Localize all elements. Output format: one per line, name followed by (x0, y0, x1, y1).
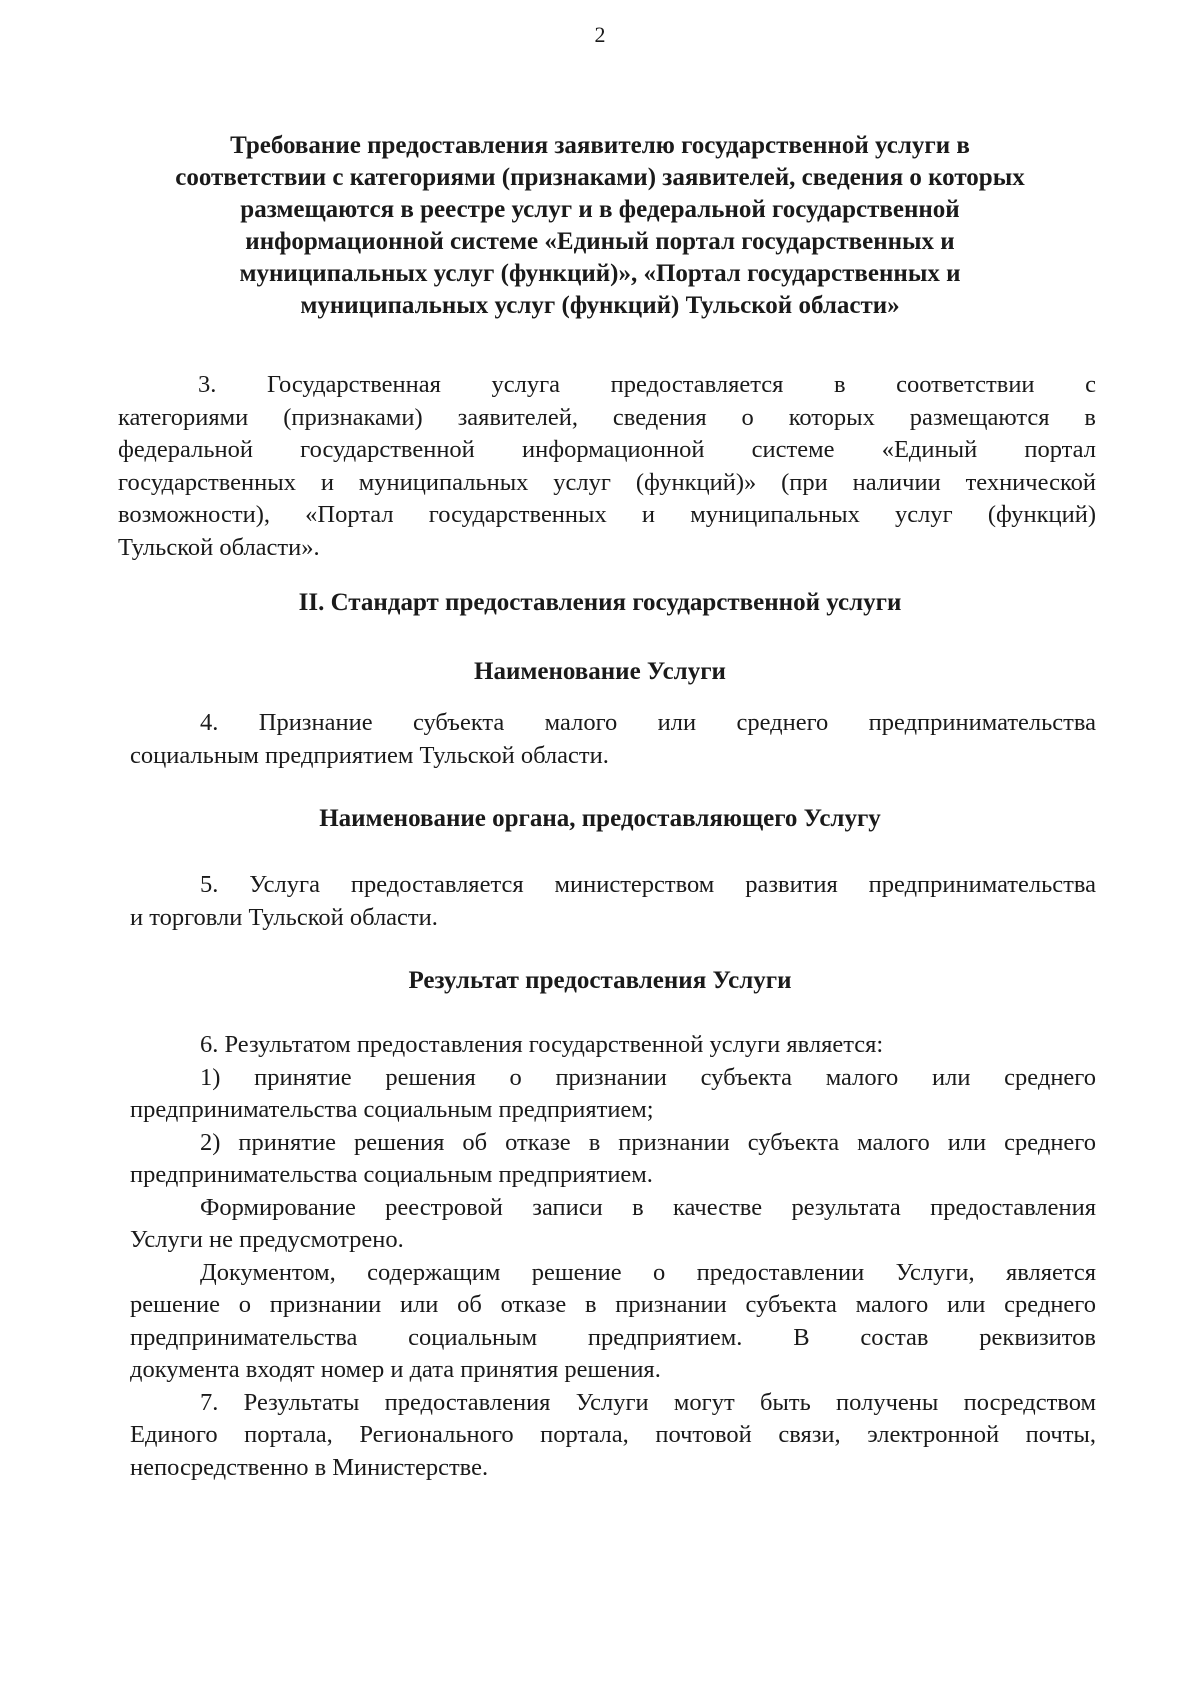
heading-line: Наименование органа, предоставляющего Услугу (319, 805, 881, 832)
text-line: 6. Результатом предоставления государственной услуги является: (200, 1031, 884, 1058)
text-line: предпринимательства социальным предприятием; (130, 1096, 654, 1123)
paragraph-3 (118, 369, 1096, 564)
text-line: 5. Услуга предоставляется министерством развития предпринимательства (200, 871, 1096, 898)
heading-line: Требование предоставления заявителю государственной услуги в (230, 132, 970, 159)
heading-line: информационной системе «Единый портал государственных и (245, 228, 955, 255)
heading-line: Результат предоставления Услуги (408, 967, 792, 994)
heading-line: II. Стандарт предоставления государственной услуги (298, 589, 902, 616)
text-line: документа входят номер и дата принятия решения. (130, 1356, 661, 1383)
text-line: Документом, содержащим решение о предоставлении Услуги, является (200, 1258, 1096, 1286)
text-line: предпринимательства социальным предприятием. (130, 1161, 653, 1188)
text-line: непосредственно в Министерстве. (130, 1453, 489, 1481)
text-line: возможности), «Портал государственных и муниципальных услуг (функций) (118, 501, 1096, 528)
paragraph-5 (130, 869, 1096, 934)
text-line: социальным предприятием Тульской области. (130, 741, 609, 769)
heading-line: размещаются в реестре услуг и в федеральной государственной (240, 196, 960, 223)
heading-service-result (110, 965, 1090, 997)
heading-standard (110, 587, 1090, 619)
text-line: 2) принятие решения об отказе в признании субъекта малого или среднего (200, 1128, 1096, 1156)
page-number: 2 (594, 22, 606, 47)
text-line: Формирование реестровой записи в качестве результата предоставления (200, 1193, 1096, 1221)
paragraph-6-7 (130, 1029, 1096, 1484)
text-line: 7. Результаты предоставления Услуги могут быть получены посредством (200, 1388, 1096, 1416)
text-line: категориями (признаками) заявителей, сведения о которых размещаются в (118, 403, 1096, 431)
heading-service-name (110, 656, 1090, 688)
text-line: 1) принятие решения о признании субъекта малого или среднего (200, 1063, 1096, 1091)
heading-line: муниципальных услуг (функций)», «Портал государственных и (239, 260, 961, 287)
text-line: федеральной государственной информационной системе «Единый портал (118, 436, 1096, 463)
text-line: Услуги не предусмотрено. (130, 1226, 404, 1253)
text-line: 4. Признание субъекта малого или среднего предпринимательства (200, 709, 1096, 736)
text-line: решение о признании или об отказе в признании субъекта малого или среднего (130, 1291, 1096, 1318)
heading-line: муниципальных услуг (функций) Тульской области» (300, 292, 900, 319)
text-line: и торговли Тульской области. (130, 903, 438, 931)
text-line: 3. Государственная услуга предоставляется в соответствии с (198, 371, 1096, 398)
heading-applicant-requirement (110, 130, 1090, 322)
heading-service-body (110, 803, 1090, 835)
heading-line: Наименование Услуги (474, 658, 726, 685)
text-line: Тульской области». (118, 533, 320, 561)
paragraph-4 (130, 707, 1096, 772)
text-line: государственных и муниципальных услуг (функций)» (при наличии технической (118, 468, 1096, 496)
text-line: предпринимательства социальным предприятием. В состав реквизитов (130, 1323, 1096, 1351)
heading-line: соответствии с категориями (признаками) заявителей, сведения о которых (175, 164, 1025, 191)
text-line: Единого портала, Регионального портала, почтовой связи, электронной почты, (130, 1421, 1096, 1448)
